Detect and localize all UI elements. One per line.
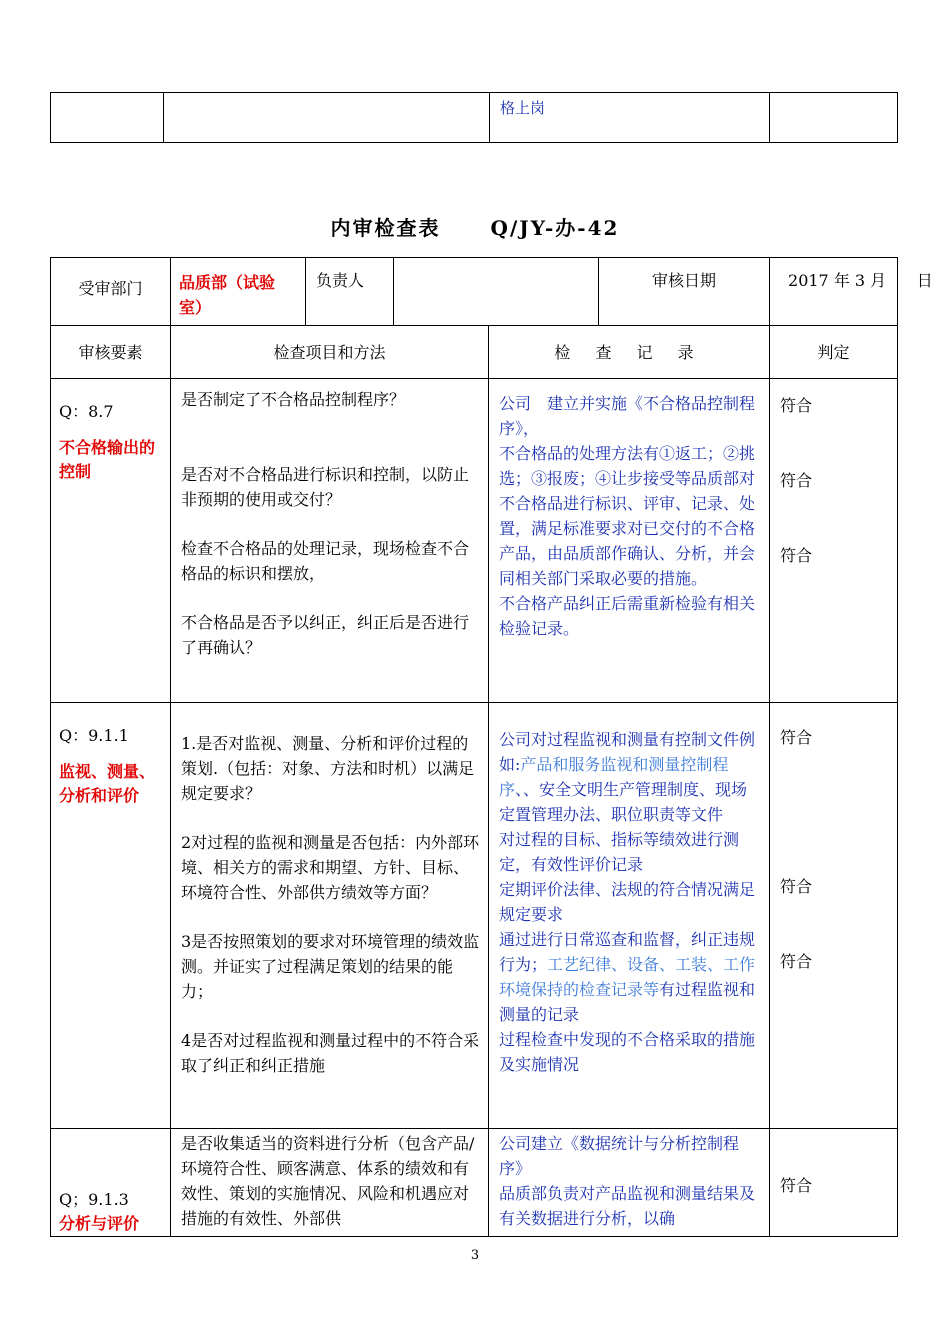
page-title <box>0 212 950 241</box>
record-text: 通过进行日常巡查和监督，纠正违规行为； <box>499 930 756 974</box>
record-cell <box>489 379 770 703</box>
record-line: 品质部负责对产品监视和测量结果及有关数据进行分析，以确 <box>499 1184 756 1228</box>
header-info-row <box>51 258 898 326</box>
previous-table-fragment <box>50 92 898 143</box>
check-item: 1.是否对监视、测量、分析和评价过程的策划.（包括：对象、方法和时机）以满足规定要求？ <box>181 734 475 803</box>
record-line: 不合格产品纠正后需重新检验有相关检验记录。 <box>499 594 756 638</box>
dept-value: 品质部（试验室） <box>171 258 306 326</box>
element-cell <box>51 379 171 703</box>
prev-cell-element <box>51 93 164 143</box>
check-item: 是否制定了不合格品控制程序？ <box>181 390 406 409</box>
element-code: Q：9.1.1 <box>59 726 129 745</box>
record-line: 过程检查中发现的不合格采取的措施及实施情况 <box>499 1030 756 1074</box>
element-code: Q；9.1.3 <box>59 1190 129 1209</box>
check-item: 是否对不合格品进行标识和控制，以防止非预期的使用或交付？ <box>181 465 470 509</box>
dept-label: 受审部门 <box>51 258 171 326</box>
record-highlight: 产品和服务监视和测量控制程序 <box>499 755 729 799</box>
col-record: 检 查 记 录 <box>489 326 770 379</box>
judgment-cell <box>770 1129 898 1237</box>
check-item: 检查不合格品的处理记录，现场检查不合格品的标识和摆放， <box>181 539 470 583</box>
check-item: 2对过程的监视和测量是否包括：内外部环境、相关方的需求和期望、方针、目标、环境符合性、外部供方绩效等方面？ <box>181 833 480 902</box>
judgment-value: 符合 <box>780 546 813 565</box>
check-item: 3是否按照策划的要求对环境管理的绩效监测。并证实了过程满足策划的结果的能力； <box>181 932 480 1001</box>
judgment-value: 符合 <box>780 1176 813 1195</box>
judgment-cell <box>770 379 898 703</box>
page-number: 3 <box>470 1248 480 1263</box>
col-judgment: 判定 <box>770 326 898 379</box>
date-label: 审核日期 <box>599 258 770 326</box>
record-line: 不合格品的处理方法有①返工；②挑选；③报废；④让步接受等品质部对不合格品进行标识、评审、记录、处置，满足标准要求对已交付的不合格产品，由品质部作确认、分析，并会同相关部门采取必要的措施。 <box>499 444 756 588</box>
check-item: 不合格品是否予以纠正，纠正后是否进行了再确认？ <box>181 613 470 657</box>
title-code: Q/JY-办-42 <box>490 216 620 240</box>
date-value: 2017 年 3 月 日 <box>770 258 898 326</box>
element-cell <box>51 1129 171 1237</box>
record-text: 有过程监视和测量的记录 <box>499 980 756 1024</box>
record-line: 公司 建立并实施《不合格品控制程序》， <box>499 394 756 438</box>
judgment-value: 符合 <box>780 728 813 747</box>
items-cell <box>171 1129 489 1237</box>
record-line: 定期评价法律、法规的符合情况满足规定要求 <box>499 880 756 924</box>
judgment-value: 符合 <box>780 396 813 415</box>
owner-value <box>394 258 599 326</box>
judgment-value: 符合 <box>780 471 813 490</box>
judgment-value: 符合 <box>780 877 813 896</box>
element-cell <box>51 703 171 1129</box>
column-header-row <box>51 326 898 379</box>
judgment-value: 符合 <box>780 952 813 971</box>
table-row <box>51 379 898 703</box>
record-highlight: 工艺纪律、设备、工装、工作环境保持的检查记录等 <box>499 955 756 999</box>
record-line <box>499 727 761 827</box>
check-item: 是否收集适当的资料进行分析（包含产品/环境符合性、顾客满意、体系的绩效和有效性、策划的实施情况、风险和机遇应对措施的有效性、外部供 <box>181 1134 475 1228</box>
items-cell <box>171 379 489 703</box>
element-name: 监视、测量、分析和评价 <box>59 762 156 805</box>
prev-cell-record: 格上岗 <box>490 93 770 143</box>
owner-label: 负责人 <box>306 258 394 326</box>
record-text: 公司对过程监视和测量有控制文件例如: <box>499 730 756 774</box>
record-cell <box>489 1129 770 1237</box>
element-name: 分析与评价 <box>59 1214 140 1233</box>
table-row <box>51 1129 898 1237</box>
record-line <box>499 927 761 1027</box>
col-element: 审核要素 <box>51 326 171 379</box>
check-item: 4是否对过程监视和测量过程中的不符合采取了纠正和纠正措施 <box>181 1031 480 1075</box>
items-cell <box>171 703 489 1129</box>
title-main: 内审检查表 <box>330 216 441 240</box>
audit-checklist-table <box>50 257 933 1237</box>
prev-cell-judgment <box>770 93 898 143</box>
element-code: Q：8.7 <box>59 402 114 421</box>
record-line: 对过程的目标、指标等绩效进行测定，有效性评价记录 <box>499 830 740 874</box>
record-line: 公司建立《数据统计与分析控制程序》 <box>499 1134 740 1178</box>
element-name: 不合格输出的控制 <box>59 438 156 481</box>
prev-cell-items <box>164 93 490 143</box>
table-row <box>51 703 898 1129</box>
judgment-cell <box>770 703 898 1129</box>
record-cell <box>489 703 770 1129</box>
record-text: 、、安全文明生产管理制度、现场定置管理办法、职位职责等文件 <box>499 780 748 824</box>
col-items: 检查项目和方法 <box>171 326 489 379</box>
